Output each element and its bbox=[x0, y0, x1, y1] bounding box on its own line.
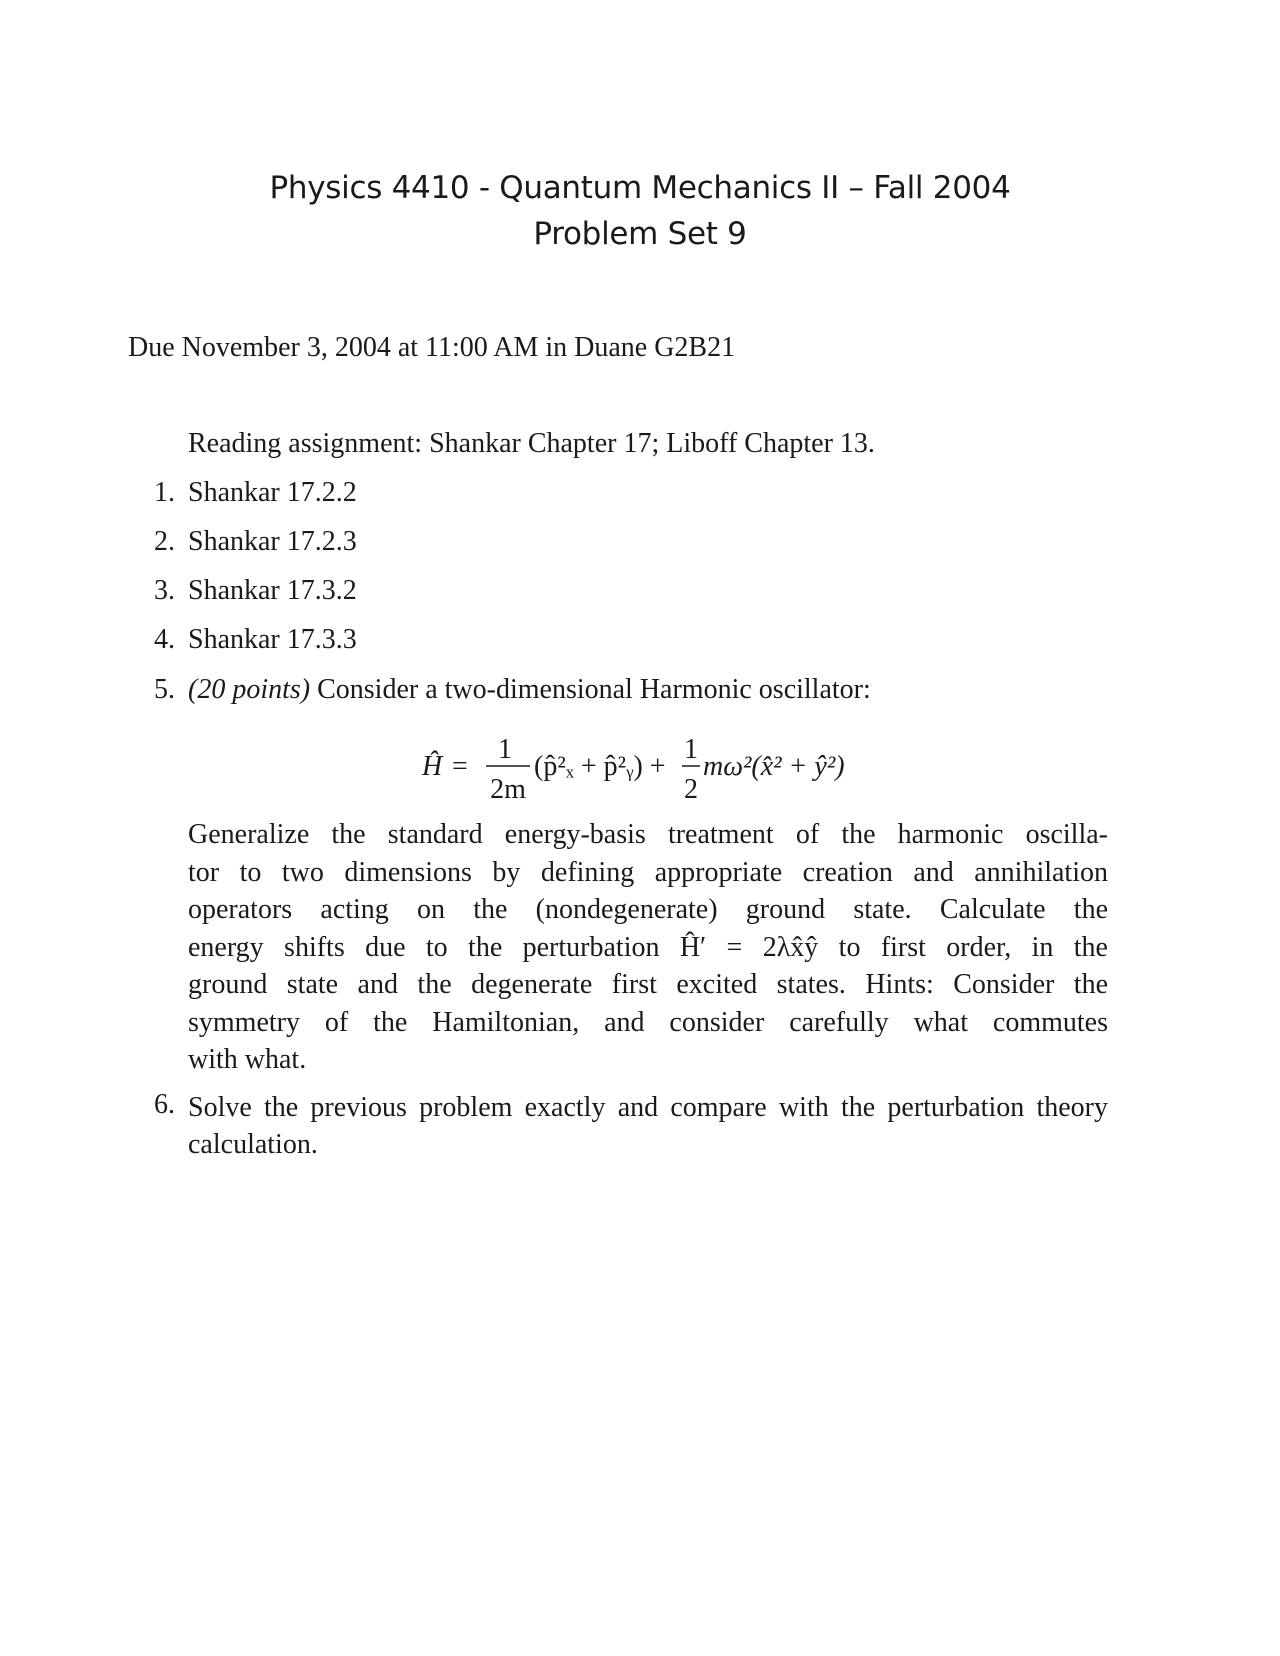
paragraph-line: with what. bbox=[188, 1044, 307, 1075]
equation-potential-term: mω²(x̂² + ŷ²) bbox=[703, 751, 845, 782]
problem-text: Shankar 17.2.3 bbox=[188, 526, 357, 557]
fraction-2-denominator: 2 bbox=[684, 774, 698, 805]
fraction-1-denominator: 2m bbox=[490, 774, 526, 805]
problem-text: Shankar 17.3.3 bbox=[188, 624, 357, 655]
problem-number: 5. bbox=[154, 674, 175, 705]
problem-number: 2. bbox=[154, 526, 175, 557]
due-date-line: Due November 3, 2004 at 11:00 AM in Duane G2B21 bbox=[128, 332, 736, 363]
problem-item bbox=[154, 526, 357, 558]
problem-item bbox=[154, 575, 357, 607]
problem-text: Shankar 17.2.2 bbox=[188, 477, 357, 508]
problem-number: 6. bbox=[154, 1089, 175, 1120]
paragraph-line: operators acting on the (nondegenerate) ground state. Calculate the bbox=[188, 894, 1108, 925]
problem-5-description bbox=[188, 816, 1108, 1079]
paragraph-line: ground state and the degenerate first excited states. Hints: Consider the bbox=[188, 969, 1108, 1000]
document-subtitle: Problem Set 9 bbox=[533, 216, 747, 252]
equation-lhs: Ĥ bbox=[422, 751, 443, 782]
hamiltonian-equation bbox=[0, 728, 1280, 808]
document-title: Physics 4410 - Quantum Mechanics II – Fall 2004 bbox=[269, 170, 1011, 206]
problem-number: 4. bbox=[154, 624, 175, 655]
problem-item bbox=[154, 624, 357, 656]
paragraph-line: tor to two dimensions by defining appropriate creation and annihilation bbox=[188, 856, 1108, 888]
problem-points: (20 points) bbox=[188, 674, 311, 705]
equation-momentum-term: (p̂²ₓ + p̂²ᵧ) + bbox=[534, 751, 666, 782]
fraction-1-numerator: 1 bbox=[498, 734, 512, 765]
problem-text: Consider a two-dimensional Harmonic oscillator: bbox=[317, 674, 871, 705]
paragraph-line: symmetry of the Hamiltonian, and consider carefully what commutes bbox=[188, 1006, 1108, 1038]
problem-text: Shankar 17.3.2 bbox=[188, 575, 357, 606]
paragraph-line: energy shifts due to the perturbation Ĥ′ = 2λx̂ŷ to first order, in the bbox=[188, 931, 1108, 963]
reading-assignment: Reading assignment: Shankar Chapter 17; Liboff Chapter 13. bbox=[188, 428, 875, 459]
paragraph-line: Generalize the standard energy-basis treatment of the harmonic oscilla- bbox=[188, 819, 1108, 850]
problem-text: Solve the previous problem exactly and compare with the perturbation theory calculation. bbox=[188, 1092, 1108, 1160]
fraction-2-numerator: 1 bbox=[684, 734, 698, 765]
equation-equals: = bbox=[452, 751, 468, 782]
problem-item bbox=[154, 674, 871, 706]
problem-number: 1. bbox=[154, 477, 175, 508]
problem-number: 3. bbox=[154, 575, 175, 606]
problem-item bbox=[154, 477, 357, 509]
